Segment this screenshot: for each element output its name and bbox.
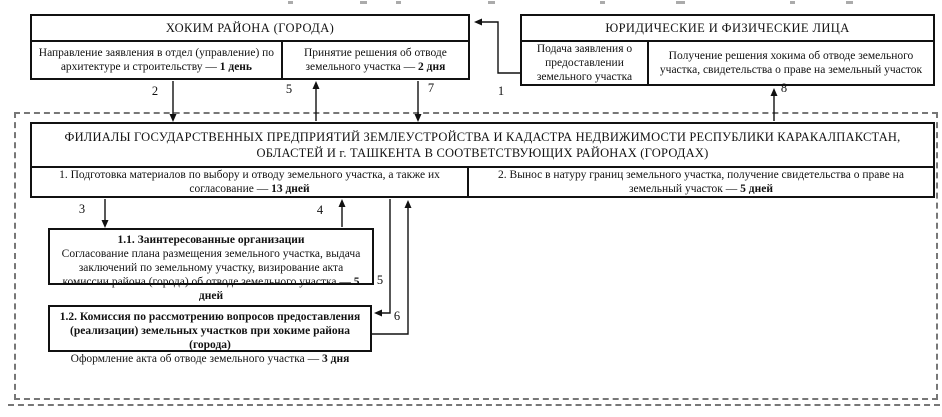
commission-box xyxy=(48,305,372,366)
hokim-cell-forward-application xyxy=(32,42,283,78)
label-step-2: 2 xyxy=(151,83,159,98)
commission-duration: 3 дня xyxy=(322,353,350,366)
legal-cell-submit-text: Подача заявления о предоставлении земельного участка xyxy=(536,42,633,84)
cropped-text-fragment xyxy=(846,1,853,4)
hokim-table-header xyxy=(32,16,468,42)
label-step-6: 6 xyxy=(393,308,401,323)
hokim-cell-decision-duration: 2 дня xyxy=(418,61,446,73)
branches-step2-cell xyxy=(469,168,933,196)
cropped-text-fragment xyxy=(600,1,605,4)
legal-persons-title: ЮРИДИЧЕСКИЕ И ФИЗИЧЕСКИЕ ЛИЦА xyxy=(605,20,850,35)
legal-cell-receive-decision xyxy=(649,42,933,84)
label-step-4: 4 xyxy=(316,202,324,217)
label-step-3: 3 xyxy=(78,201,86,216)
cropped-text-fragment xyxy=(790,1,795,4)
branches-header-line1: ФИЛИАЛЫ ГОСУДАРСТВЕННЫХ ПРЕДПРИЯТИЙ ЗЕМЛЕУСТРОЙСТВА И КАДАСТРА НЕДВИЖИМОСТИ РЕСПУБЛИКИ КАРАКАЛПАКСТАН, xyxy=(64,129,901,144)
interested-organizations-body xyxy=(56,247,366,303)
bottom-extra-dashed-line xyxy=(8,404,940,406)
cropped-text-fragment xyxy=(488,1,495,4)
interested-organizations-title: 1.1. Заинтересованные организации xyxy=(117,234,305,246)
cropped-text-fragment xyxy=(676,1,685,4)
label-step-8: 8 xyxy=(780,80,788,95)
arrow-1-line xyxy=(479,22,520,73)
interested-organizations-box xyxy=(48,228,374,303)
arrow-8-head xyxy=(771,88,778,96)
label-step-7: 7 xyxy=(427,80,435,95)
legal-cell-receive-text: Получение решения хокима об отводе земельного участка, свидетельства о праве на земельный участок xyxy=(659,49,923,76)
legal-persons-table-header xyxy=(522,16,933,42)
arrow-5-upper-head xyxy=(313,81,320,89)
commission-body xyxy=(56,352,364,366)
arrow-1-head xyxy=(474,19,482,26)
hokim-cell-decision xyxy=(283,42,468,78)
branches-box xyxy=(30,122,935,198)
legal-persons-table xyxy=(520,14,935,86)
hokim-table-title: ХОКИМ РАЙОНА (ГОРОДА) xyxy=(165,20,335,35)
branches-step2-duration: 5 дней xyxy=(740,183,773,195)
branches-step1-text: 1. Подготовка материалов по выбору и отводу земельного участка, а также их согласование — xyxy=(59,168,440,195)
interested-organizations-text: Согласование плана размещения земельного участка, выдача заключений по земельному участку, визирование акта комиссии района (города) об отводе земельного участка — xyxy=(61,248,361,289)
commission-text: Оформление акта об отводе земельного участка — xyxy=(70,353,323,366)
commission-title: 1.2. Комиссия по рассмотрению вопросов предоставления (реализации) земельных участков при хокиме района (города) xyxy=(59,311,361,352)
branches-step1-cell xyxy=(32,168,469,196)
interested-organizations-duration: 5 дней xyxy=(198,276,360,303)
hokim-table xyxy=(30,14,470,80)
hokim-cell-forward-text: Направление заявления в отдел (управление) по архитектуре и строительству — xyxy=(38,46,275,73)
branches-box-header xyxy=(32,124,933,168)
label-step-5-upper: 5 xyxy=(285,81,293,96)
branches-step2-text: 2. Вынос в натуру границ земельного участка, получение свидетельства о праве на земельный участок — xyxy=(498,168,904,195)
branches-header-line2: ОБЛАСТЕЙ И г. ТАШКЕНТА В СООТВЕТСТВУЮЩИХ РАЙОНАХ (ГОРОДАХ) xyxy=(256,146,709,160)
cropped-text-fragment xyxy=(396,1,401,4)
legal-cell-submit-application xyxy=(522,42,649,84)
label-step-5-inner: 5 xyxy=(376,272,384,287)
branches-step1-duration: 13 дней xyxy=(271,183,310,195)
hokim-cell-decision-text: Принятие решения об отводе земельного участка — xyxy=(303,46,447,73)
label-step-1: 1 xyxy=(497,83,505,98)
hokim-cell-forward-duration: 1 день xyxy=(219,61,253,73)
cropped-text-fragment xyxy=(360,1,367,4)
cropped-text-fragment xyxy=(288,1,293,4)
